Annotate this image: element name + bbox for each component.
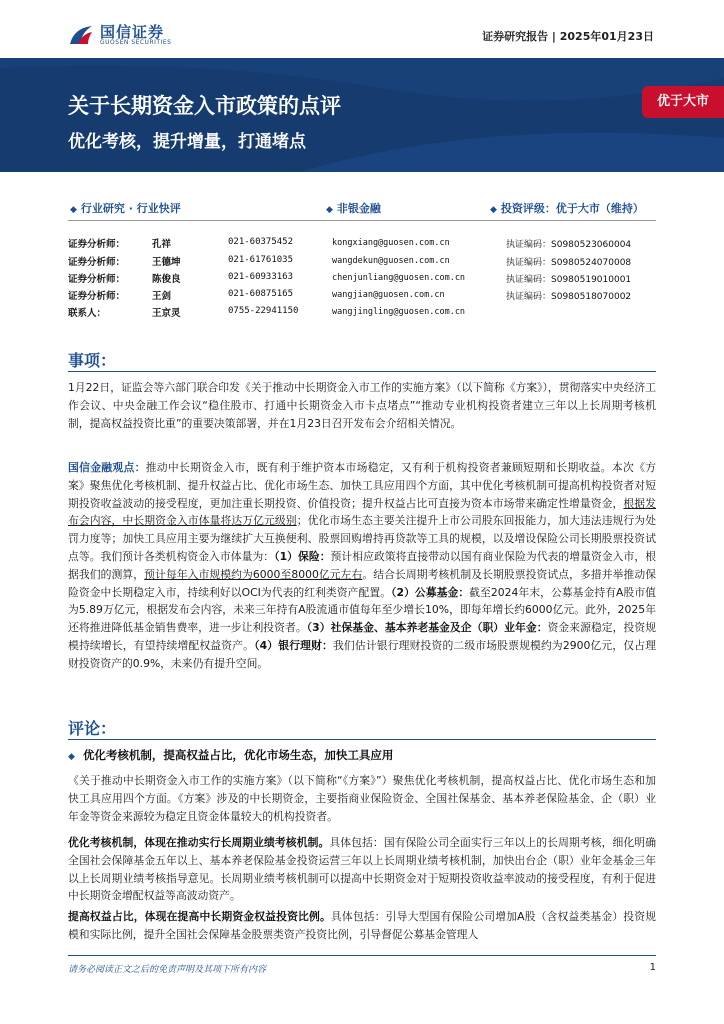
analyst-cert: 执证编码：S0980523060004	[506, 240, 632, 250]
view-text: 。结合长周期考核机制及长期股票投资试点，多措并举推动保险资金中长期稳定入市，持续利好以OCI为代表的红利类资产配置。	[68, 567, 657, 599]
contact-phone: 0755-22941150	[228, 306, 299, 316]
analyst-email[interactable]: chenjunliang@guosen.com.cn	[332, 273, 466, 283]
footer-disclaimer: 请务必阅读正文之后的免责声明及其项下所有内容	[68, 965, 267, 975]
analyst-cert: 执证编码：S0980519010001	[506, 275, 632, 285]
analyst-name: 陈俊良	[152, 274, 181, 285]
view-text: 截至2024年末，公募基金持有A股市值为5.89万亿元，根据发布会内容，未来三年持有A股流通市值每年至少增长10%，即每年增长约6000亿元。此外，2025年还将推进降低基金销售费率，进一步让利投资者。	[68, 585, 656, 635]
analyst-role: 证券分析师：	[68, 257, 126, 268]
view-underline-2: 预计每年入市规模约为6000至8000亿元左右	[144, 567, 363, 581]
section-rule	[68, 739, 656, 740]
analyst-email[interactable]: wangdekun@guosen.com.cn	[332, 256, 450, 266]
analyst-cert: 执证编码：S0980524070008	[506, 258, 632, 268]
meta-sector	[326, 200, 381, 216]
contact-name: 王京灵	[152, 308, 181, 319]
section-rule	[68, 371, 656, 372]
comments-paragraph-3	[68, 908, 656, 944]
diamond-icon: ◆	[70, 205, 77, 215]
contact-email[interactable]: wangjingling@guosen.com.cn	[332, 307, 466, 317]
analyst-email[interactable]: wangjian@guosen.com.cn	[332, 290, 445, 300]
diamond-icon: ◆	[490, 205, 497, 215]
analyst-role: 证券分析师：	[68, 291, 126, 302]
page-number: 1	[649, 962, 656, 973]
guosen-logo-icon	[68, 22, 94, 48]
view-label-wealth: （4）银行理财：	[254, 638, 333, 652]
view-text: 我们估计银行理财投资的二级市场股票规模约为2900亿元，仅占理财投资资产的0.9%，未来仍有提升空间。	[68, 638, 656, 670]
analyst-phone: 021-60933163	[228, 272, 294, 282]
report-type-date: 证券研究报告 | 2025年01月23日	[482, 30, 654, 43]
contact-role: 联系人：	[68, 308, 107, 319]
analyst-name: 王剑	[152, 291, 172, 302]
events-paragraph-1: 1月22日，证监会等六部门联合印发《关于推动中长期资金入市工作的实施方案》（以下简称《方案》），贯彻落实中央经济工作会议、中央金融工作会议“稳住股市、打通中长期资金入市卡点堵点”“推动专业机构投资者建立三年以上长周期考核机制，提高权益投资比重”的重要决策部署，并在1月23日召开发布会介绍相关情况。	[68, 381, 656, 430]
logo-subtext: GUOSEN SECURITIES	[100, 39, 172, 46]
section-heading-events: 事项：	[68, 351, 117, 370]
analyst-role: 证券分析师：	[68, 274, 126, 285]
analyst-name: 王德坤	[152, 257, 181, 268]
paragraph-lead: 优化考核机制，体现在推动实行长周期业绩考核机制。	[68, 836, 330, 849]
view-label-insurance: （1）保险：	[274, 549, 331, 563]
meta-rating	[490, 200, 644, 216]
analyst-phone: 021-61761035	[228, 255, 294, 265]
analyst-phone: 021-60375452	[228, 237, 294, 247]
comments-bullet-1	[68, 747, 393, 763]
diamond-icon: ◆	[68, 752, 75, 762]
view-text: 资金来源稳定，投资规模持续增长，有望持续增配权益资产。	[68, 621, 657, 652]
meta-category-text: 行业研究 · 行业快评	[80, 202, 181, 215]
view-underline-1: 根据发布会内容，中长期资金入市体量将达万亿元级别	[68, 496, 656, 528]
analyst-phone: 021-60875165	[228, 289, 294, 299]
view-text: 推动中长期资金入市，既有利于维护资本市场稳定，又有利于机构投资者兼顾短期和长期收益。本次《方案》聚焦优化考核机制、提升权益占比、优化市场生态、加快工具应用四个方面，其中优化考核机制可提高机构投资者对短期投资收益波动的接受程度，更加注重长期投资、价值投资；提升权益占比可直接为资本市场带来确定性增量资金，	[68, 461, 656, 510]
view-lead: 国信金融观点：	[68, 461, 146, 474]
diamond-icon: ◆	[326, 205, 333, 215]
comments-paragraph-2	[68, 834, 656, 905]
analyst-cert: 执证编码：S0980518070002	[506, 292, 632, 302]
bullet-text: 优化考核机制，提高权益占比，优化市场生态，加快工具应用	[82, 748, 394, 762]
analyst-role: 证券分析师：	[68, 239, 126, 250]
logo-text: 国信证券	[100, 23, 165, 41]
divider	[68, 220, 656, 221]
events-paragraph-2	[68, 459, 656, 673]
paragraph-body: 具体包括：国有保险公司全面实行三年以上的长周期考核，细化明确全国社会保障基金五年以上、基本养老保险基金投资运营三年以上长周期业绩考核机制，加快出台企（职）业年金基金三年以上长周期业绩考核指导意见。长周期业绩考核机制可以提高中长期资金对于短期投资收益率波动的接受程度，有利于促进中长期资金增配权益等高波动资产。	[68, 836, 656, 903]
meta-rating-text: 投资评级：优于大市（维持）	[500, 202, 644, 215]
view-label-social: （3）社保基金、基本养老基金及企（职）业年金：	[306, 621, 548, 635]
section-heading-comments: 评论：	[68, 719, 117, 738]
report-subtitle: 优化考核，提升增量，打通堵点	[68, 132, 306, 152]
rating-tag: 优于大市	[642, 86, 724, 118]
view-text: ；优化市场生态主要关注提升上市公司股东回报能力，加大违法违规行为处罚力度等；加快工具应用主要为继续扩大互换便利、股票回购增持再贷款等工具的规模，以及增设保险公司长期股票投资试点等。我们预计各类机构资金入市体量为：	[68, 514, 656, 563]
paragraph-body: 具体包括：引导大型国有保险公司增加A股（含权益类基金）投资规模和实际比例，提升全国社会保障基金股票类资产投资比例，引导督促公募基金管理人	[68, 910, 656, 941]
view-text: 预计相应政策将直接带动以国有商业保险为代表的增量资金入市，根据我们的测算，	[68, 549, 656, 581]
footer-rule	[68, 955, 656, 956]
view-label-fund: （2）公募基金：	[391, 585, 470, 599]
analyst-email[interactable]: kongxiang@guosen.com.cn	[332, 238, 450, 248]
meta-sector-text: 非银金融	[336, 202, 381, 215]
analyst-name: 孔祥	[152, 239, 172, 250]
comments-paragraph-1: 《关于推动中长期资金入市工作的实施方案》（以下简称“《方案》”）聚焦优化考核机制，提高权益占比、优化市场生态和加快工具应用四个方面。《方案》涉及的中长期资金，主要指商业保险资金、全国社保基金、基本养老保险基金、企（职）业年金等资金来源较为稳定且资金体量较大的机构投资者。	[68, 774, 656, 823]
report-title: 关于长期资金入市政策的点评	[68, 94, 341, 118]
paragraph-lead: 提高权益占比，体现在提高中长期资金权益投资比例。	[68, 910, 331, 923]
meta-category	[70, 200, 181, 216]
